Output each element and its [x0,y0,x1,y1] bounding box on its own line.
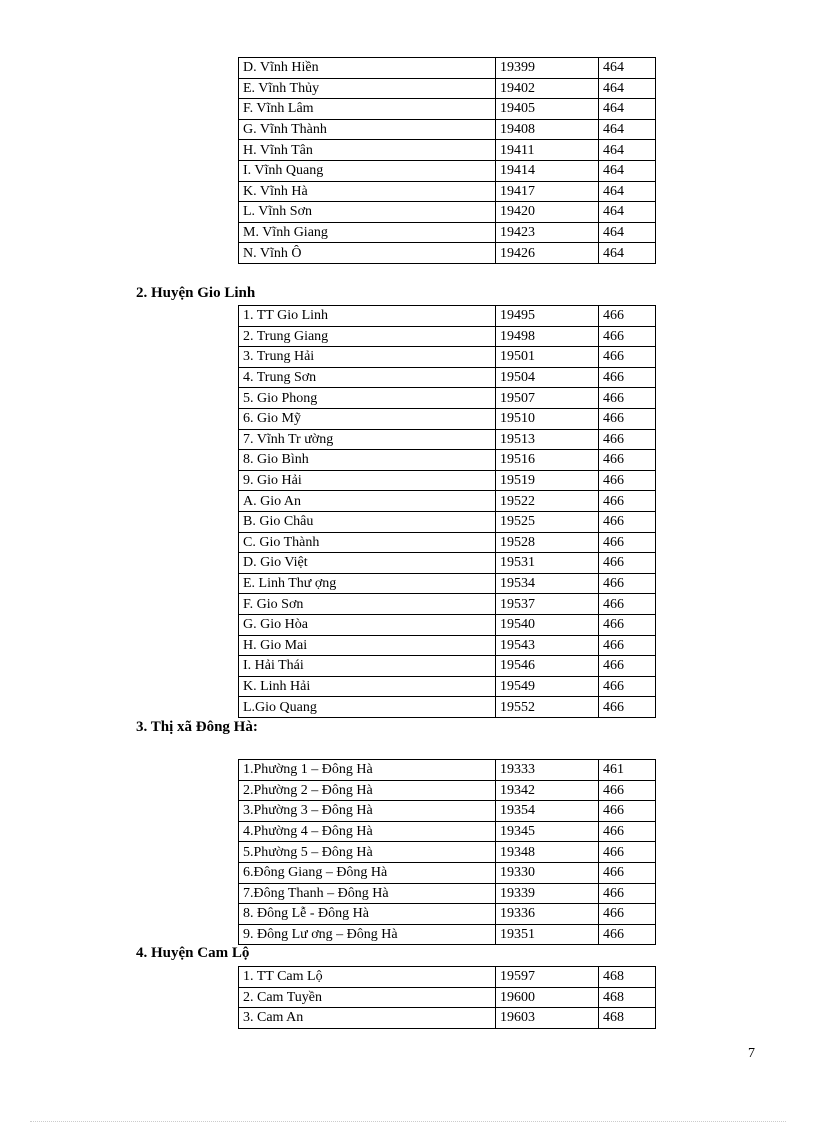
table-row: 5.Phường 5 – Đông Hà 19348 466 [239,842,656,863]
table-row: H. Gio Mai 19543 466 [239,635,656,656]
table-row: C. Gio Thành 19528 466 [239,532,656,553]
section-heading-gio-linh: 2. Huyện Gio Linh [136,285,256,301]
footer-divider [30,1121,786,1122]
table-row: 2. Trung Giang 19498 466 [239,326,656,347]
table-row: 2.Phường 2 – Đông Hà 19342 466 [239,780,656,801]
table-row: F. Vĩnh Lâm 19405 464 [239,99,656,120]
commune-table-vinh-linh [238,57,656,264]
table-row: B. Gio Châu 19525 466 [239,511,656,532]
table-row: 3.Phường 3 – Đông Hà 19354 466 [239,801,656,822]
table-row: D. Gio Việt 19531 466 [239,553,656,574]
table-row: G. Vĩnh Thành 19408 464 [239,119,656,140]
table-row: D. Vĩnh Hiền 19399 464 [239,58,656,79]
table-row: F. Gio Sơn 19537 466 [239,594,656,615]
table-row: 4.Phường 4 – Đông Hà 19345 466 [239,821,656,842]
table-row: 7.Đông Thanh – Đông Hà 19339 466 [239,883,656,904]
table-row: M. Vĩnh Giang 19423 464 [239,222,656,243]
table-row: 4. Trung Sơn 19504 466 [239,367,656,388]
page-number: 7 [748,1046,755,1061]
section-heading-dong-ha: 3. Thị xã Đông Hà: [136,719,258,735]
table-row: E. Vĩnh Thủy 19402 464 [239,78,656,99]
table-row: 9. Gio Hải 19519 466 [239,470,656,491]
table-row: 1. TT Cam Lộ 19597 468 [239,967,656,988]
table-row: 8. Gio Bình 19516 466 [239,450,656,471]
table-row: 8. Đông Lễ - Đông Hà 19336 466 [239,904,656,925]
table-row: 9. Đông Lư ơng – Đông Hà 19351 466 [239,924,656,945]
table-row: 5. Gio Phong 19507 466 [239,388,656,409]
table-row: N. Vĩnh Ô 19426 464 [239,243,656,264]
commune-table-dong-ha [238,759,656,945]
table-row: 2. Cam Tuyền 19600 468 [239,987,656,1008]
table-row: L.Gio Quang 19552 466 [239,697,656,718]
commune-table-cam-lo [238,966,656,1029]
section-heading-cam-lo: 4. Huyện Cam Lộ [136,945,250,961]
table-row: L. Vĩnh Sơn 19420 464 [239,202,656,223]
commune-table-gio-linh [238,305,656,718]
table-row: G. Gio Hòa 19540 466 [239,614,656,635]
table-row: 6.Đông Giang – Đông Hà 19330 466 [239,862,656,883]
table-row: H. Vĩnh Tân 19411 464 [239,140,656,161]
table-row: I. Vĩnh Quang 19414 464 [239,160,656,181]
table-row: 1.Phường 1 – Đông Hà 19333 461 [239,760,656,781]
table-row: 1. TT Gio Linh 19495 466 [239,306,656,327]
table-row: K. Vĩnh Hà 19417 464 [239,181,656,202]
table-row: E. Linh Thư ợng 19534 466 [239,573,656,594]
table-row: 3. Cam An 19603 468 [239,1008,656,1029]
table-row: A. Gio An 19522 466 [239,491,656,512]
table-row: I. Hải Thái 19546 466 [239,656,656,677]
table-row: 3. Trung Hải 19501 466 [239,347,656,368]
table-row: 6. Gio Mỹ 19510 466 [239,408,656,429]
table-row: 7. Vĩnh Tr ường 19513 466 [239,429,656,450]
table-row: K. Linh Hải 19549 466 [239,676,656,697]
